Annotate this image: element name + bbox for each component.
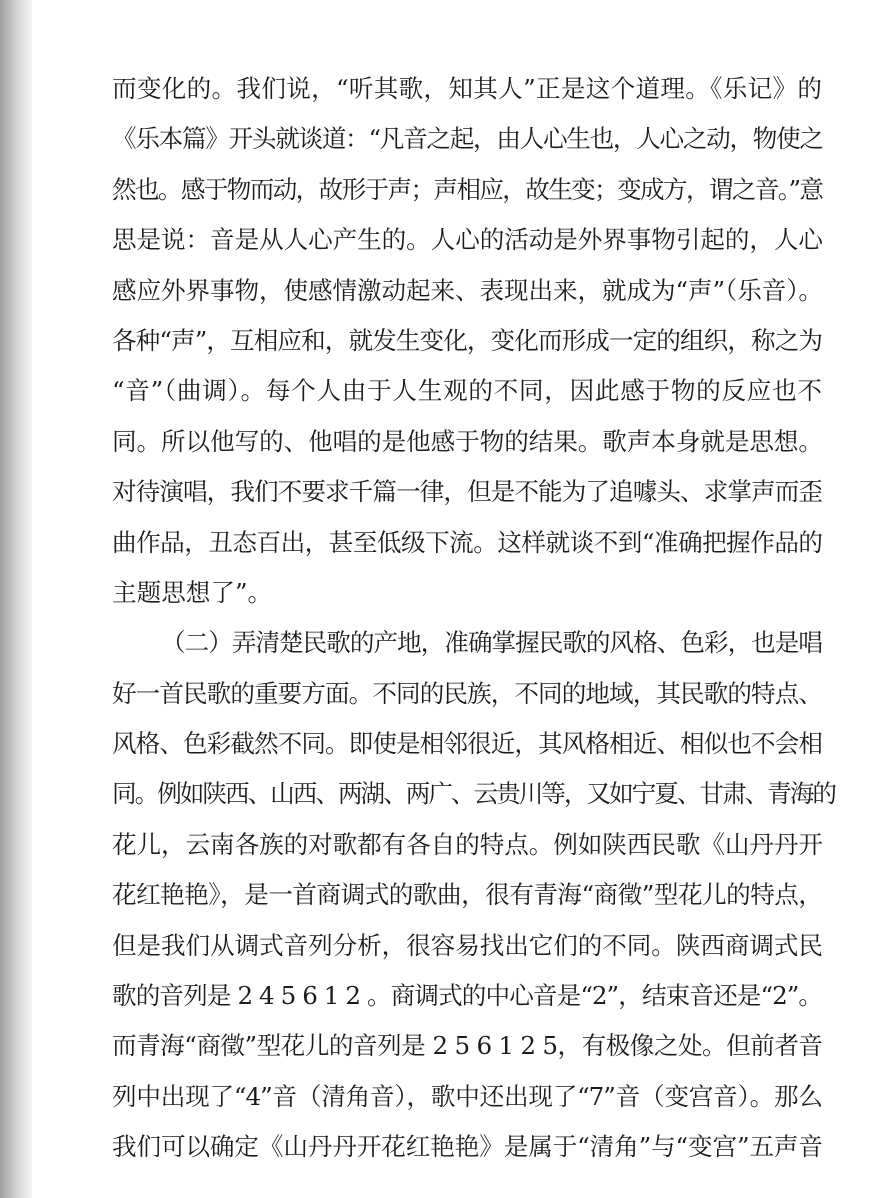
- text-line: 花红艳艳》，是一首商调式的歌曲，很有青海“商徵”型花儿的特点，: [112, 880, 822, 910]
- text-line: 《乐本篇》开头就谈道：“凡音之起，由人心生也，人心之动，物使之: [112, 124, 822, 154]
- text-line: 同。例如陕西、山西、两湖、两广、云贵川等，又如宁夏、甘肃、青海的: [112, 779, 836, 809]
- text-line: 风格、色彩截然不同。即使是相邻很近，其风格相近、相似也不会相: [112, 729, 822, 759]
- text-line: 列中出现了“4”音（清角音），歌中还出现了“7”音（变宫音）。那么: [112, 1081, 822, 1111]
- text-line: 曲作品，丑态百出，甚至低级下流。这样就谈不到“准确把握作品的: [112, 527, 822, 557]
- text-line: 我们可以确定《山丹丹开花红艳艳》是属于“清角”与“变宫”五声音: [112, 1132, 822, 1162]
- text-line: 好一首民歌的重要方面。不同的民族，不同的地域，其民歌的特点、: [112, 678, 822, 708]
- text-line: 而青海“商徵”型花儿的音列是 2 5 6 1 2 5，有极像之处。但前者音: [112, 1031, 822, 1061]
- text-line: 各种“声”，互相应和，就发生变化，变化而形成一定的组织，称之为: [112, 325, 822, 355]
- page-spine-shadow: [0, 0, 32, 1198]
- text-line: 同。所以他写的、他唱的是他感于物的结果。歌声本身就是思想。: [112, 426, 822, 456]
- text-line: 而变化的。我们说，“听其歌，知其人”正是这个道理。《乐记》的: [112, 74, 822, 103]
- text-line: 对待演唱，我们不要求千篇一律，但是不能为了追噱头、求掌声而歪: [112, 477, 822, 507]
- text-line: 然也。感于物而动，故形于声；声相应，故生变；变成方，谓之音。”意: [112, 174, 822, 204]
- text-line: 但是我们从调式音列分析，很容易找出它们的不同。陕西商调式民: [112, 930, 822, 960]
- text-line: 感应外界事物，使感情激动起来、表现出来，就成为“声”（乐音）。: [112, 275, 822, 305]
- body-text: [112, 64, 836, 1173]
- paragraph-start-line: （二）弄清楚民歌的产地，准确掌握民歌的风格、色彩，也是唱: [161, 628, 822, 658]
- text-line: 思是说：音是从人心产生的。人心的活动是外界事物引起的，人心: [112, 225, 822, 255]
- paragraph-end-line: 主题思想了”。: [112, 577, 273, 607]
- text-line: 歌的音列是 2 4 5 6 1 2 。商调式的中心音是“2”，结束音还是“2”。: [112, 981, 822, 1011]
- text-line: 花儿，云南各族的对歌都有各自的特点。例如陕西民歌《山丹丹开: [112, 829, 822, 859]
- text-line: “音”（曲调）。每个人由于人生观的不同，因此感于物的反应也不: [112, 376, 822, 406]
